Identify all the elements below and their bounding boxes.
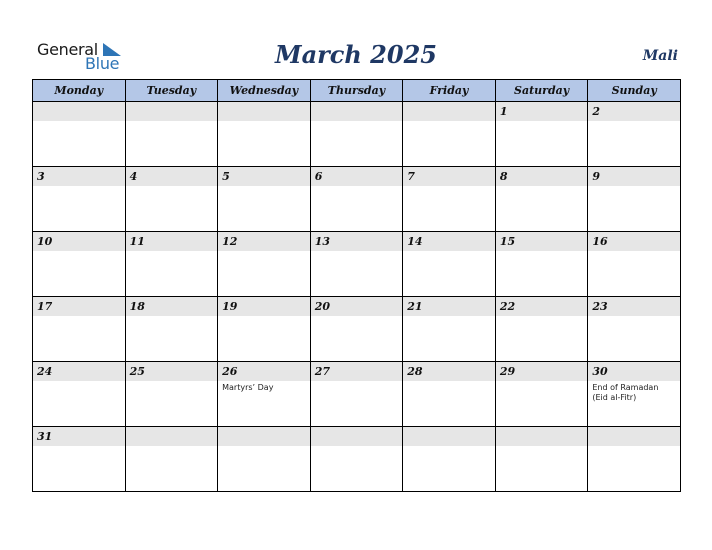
- day-number: 18: [126, 297, 218, 316]
- day-cell: [218, 427, 311, 492]
- day-cell: [495, 362, 588, 427]
- page-title: March 2025: [275, 40, 437, 69]
- holiday-label: [311, 316, 403, 318]
- day-cell: [588, 167, 681, 232]
- day-cell: [218, 362, 311, 427]
- day-number: [126, 102, 218, 121]
- holiday-label: [588, 446, 680, 448]
- day-number: [496, 427, 588, 446]
- day-cell: [495, 232, 588, 297]
- day-cell: [310, 297, 403, 362]
- day-number: 13: [311, 232, 403, 251]
- calendar-grid: [32, 79, 681, 492]
- week-row: [33, 427, 681, 492]
- holiday-label: [311, 186, 403, 188]
- day-cell: [403, 102, 496, 167]
- holiday-label: [218, 316, 310, 318]
- day-number: 4: [126, 167, 218, 186]
- day-cell: [125, 297, 218, 362]
- day-cell: [218, 297, 311, 362]
- week-row: [33, 232, 681, 297]
- day-cell: [33, 167, 126, 232]
- day-number: 24: [33, 362, 125, 381]
- holiday-label: [126, 316, 218, 318]
- holiday-label: [496, 121, 588, 123]
- holiday-label: [588, 251, 680, 253]
- holiday-label: [403, 316, 495, 318]
- week-row: [33, 362, 681, 427]
- holiday-label: [126, 186, 218, 188]
- holiday-label: [496, 316, 588, 318]
- holiday-label: [588, 121, 680, 123]
- day-number: 29: [496, 362, 588, 381]
- day-cell: [125, 362, 218, 427]
- day-number: 19: [218, 297, 310, 316]
- day-cell: [495, 297, 588, 362]
- holiday-label: [311, 251, 403, 253]
- day-number: 3: [33, 167, 125, 186]
- day-number: 21: [403, 297, 495, 316]
- weekday-header-row: [33, 80, 681, 102]
- holiday-label: [33, 381, 125, 383]
- day-number: 2: [588, 102, 680, 121]
- day-number: 10: [33, 232, 125, 251]
- logo-word-general: General: [37, 40, 98, 59]
- holiday-label: [403, 446, 495, 448]
- holiday-label: [218, 121, 310, 123]
- weekday-header: Friday: [403, 80, 496, 102]
- day-number: [311, 427, 403, 446]
- day-cell: [403, 297, 496, 362]
- holiday-label: [33, 316, 125, 318]
- week-row: [33, 297, 681, 362]
- holiday-label: [403, 186, 495, 188]
- day-cell: [125, 102, 218, 167]
- day-number: [218, 427, 310, 446]
- day-cell: [310, 427, 403, 492]
- day-cell: [495, 427, 588, 492]
- day-number: 1: [496, 102, 588, 121]
- holiday-label: [496, 446, 588, 448]
- day-number: 23: [588, 297, 680, 316]
- day-number: 11: [126, 232, 218, 251]
- holiday-label: [33, 251, 125, 253]
- day-number: [311, 102, 403, 121]
- day-cell: [125, 427, 218, 492]
- day-cell: [218, 167, 311, 232]
- holiday-label: [403, 121, 495, 123]
- day-cell: [588, 297, 681, 362]
- day-cell: [403, 427, 496, 492]
- day-number: [588, 427, 680, 446]
- day-cell: [310, 232, 403, 297]
- day-cell: [125, 167, 218, 232]
- holiday-label: [311, 381, 403, 383]
- day-number: 27: [311, 362, 403, 381]
- day-number: 31: [33, 427, 125, 446]
- holiday-label: [126, 251, 218, 253]
- holiday-label: [496, 251, 588, 253]
- weekday-header: Sunday: [588, 80, 681, 102]
- day-cell: [33, 232, 126, 297]
- day-number: 5: [218, 167, 310, 186]
- day-cell: [33, 362, 126, 427]
- weekday-header: Monday: [33, 80, 126, 102]
- day-cell: [33, 102, 126, 167]
- holiday-label: [218, 446, 310, 448]
- holiday-label: [126, 121, 218, 123]
- day-cell: [33, 427, 126, 492]
- holiday-label: Martyrs’ Day: [222, 383, 274, 392]
- day-cell: [310, 102, 403, 167]
- holiday-label: End of Ramadan (Eid al-Fitr): [592, 383, 659, 402]
- day-cell: [218, 102, 311, 167]
- holiday-label: [126, 446, 218, 448]
- day-number: 12: [218, 232, 310, 251]
- holiday-label: [311, 121, 403, 123]
- day-cell: [310, 362, 403, 427]
- day-number: 14: [403, 232, 495, 251]
- day-cell: [495, 167, 588, 232]
- day-number: 22: [496, 297, 588, 316]
- day-number: 7: [403, 167, 495, 186]
- week-row: [33, 102, 681, 167]
- day-cell: [495, 102, 588, 167]
- day-number: 25: [126, 362, 218, 381]
- holiday-label: [403, 251, 495, 253]
- day-cell: [310, 167, 403, 232]
- day-number: [403, 427, 495, 446]
- day-cell: [125, 232, 218, 297]
- day-cell: [588, 362, 681, 427]
- week-row: [33, 167, 681, 232]
- day-number: 17: [33, 297, 125, 316]
- day-cell: [33, 297, 126, 362]
- holiday-label: [496, 186, 588, 188]
- day-cell: [588, 102, 681, 167]
- day-number: [218, 102, 310, 121]
- holiday-label: [588, 186, 680, 188]
- day-number: 30: [588, 362, 680, 381]
- country-label: Mali: [642, 48, 678, 64]
- holiday-label: [588, 316, 680, 318]
- holiday-label: [33, 121, 125, 123]
- logo-word-blue: Blue: [85, 54, 120, 73]
- day-number: [403, 102, 495, 121]
- day-number: 6: [311, 167, 403, 186]
- holiday-label: [33, 186, 125, 188]
- day-number: 8: [496, 167, 588, 186]
- weekday-header: Wednesday: [218, 80, 311, 102]
- holiday-label: [218, 186, 310, 188]
- weekday-header: Tuesday: [125, 80, 218, 102]
- holiday-label: [33, 446, 125, 448]
- holiday-label: [218, 251, 310, 253]
- day-number: 20: [311, 297, 403, 316]
- day-cell: [403, 167, 496, 232]
- weekday-header: Thursday: [310, 80, 403, 102]
- day-cell: [218, 232, 311, 297]
- day-cell: [588, 427, 681, 492]
- day-number: 16: [588, 232, 680, 251]
- day-number: [126, 427, 218, 446]
- day-number: 26: [218, 362, 310, 381]
- holiday-label: [403, 381, 495, 383]
- day-cell: [403, 232, 496, 297]
- day-number: 9: [588, 167, 680, 186]
- day-number: 28: [403, 362, 495, 381]
- holiday-label: [311, 446, 403, 448]
- day-cell: [588, 232, 681, 297]
- day-number: 15: [496, 232, 588, 251]
- weekday-header: Saturday: [495, 80, 588, 102]
- holiday-label: [126, 381, 218, 383]
- day-cell: [403, 362, 496, 427]
- holiday-label: [496, 381, 588, 383]
- day-number: [33, 102, 125, 121]
